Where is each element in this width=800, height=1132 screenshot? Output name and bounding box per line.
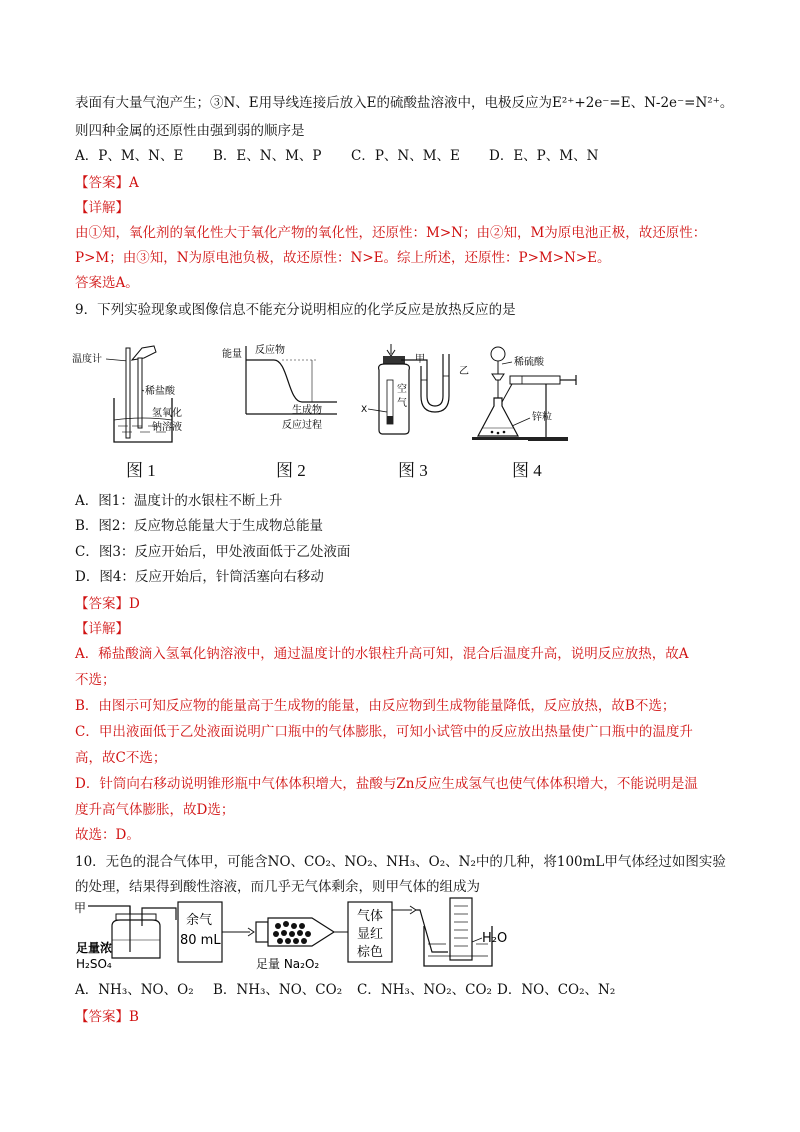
- q9-detail-c1: C．甲出液面低于乙处液面说明广口瓶中的气体膨胀，可知小试管中的反应放出热量使广口瓶中的温度升: [75, 724, 693, 740]
- q8-stem-line1: 表面有大量气泡产生；③N、E用导线连接后放入E的硫酸盐溶液中，电极反应为E²⁺+2e⁻=E、N-2e⁻=N²⁺。: [75, 95, 734, 111]
- fig2-process-label: 反应过程: [282, 420, 322, 431]
- fig2-energy-label: 能量: [222, 349, 242, 360]
- figure-2-energy-diagram: [222, 340, 352, 450]
- fig4-acid-label: 稀硫酸: [514, 357, 544, 368]
- fig3-kong-label: 空: [397, 384, 407, 395]
- q10-jia-label: 甲: [74, 901, 87, 915]
- fig3-yi-label: 乙: [459, 366, 469, 377]
- q9-answer: 【答案】D: [75, 596, 140, 612]
- q10-h2so4-label-2: H₂SO₄: [76, 957, 112, 971]
- q8-option-c: C．P、N、M、E: [351, 148, 460, 164]
- q8-options: [75, 146, 598, 166]
- q8-option-d: D．E、P、M、N: [489, 148, 599, 164]
- figure-3-caption: 图 3: [398, 461, 428, 480]
- figure-2-caption: 图 2: [276, 461, 306, 480]
- q10-na2o2-label: 足量 Na₂O₂: [256, 957, 320, 971]
- q10-stem-line2: 的处理，结果得到酸性溶液，而几乎无气体剩余，则甲气体的组成为: [75, 879, 480, 895]
- q8-detail-1: 由①知，氧化剂的氧化性大于氧化产物的氧化性，还原性：M>N；由②知，M为原电池正极，故还原性：: [75, 225, 707, 241]
- q9-option-d: D．图4：反应开始后，针筒活塞向右移动: [75, 569, 324, 585]
- fig4-zinc-label: 锌粒: [532, 412, 552, 423]
- q9-detail-d1: D．针筒向右移动说明锥形瓶中气体体积增大，盐酸与Zn反应生成氢气也使气体体积增大，不能说明是温: [75, 776, 698, 792]
- q8-stem-line2: 则四种金属的还原性由强到弱的顺序是: [75, 123, 305, 139]
- q9-detail-d2: 度升高气体膨胀，故D选；: [75, 802, 235, 818]
- q10-gas-label-3: 棕色: [357, 945, 384, 960]
- fig3-qi-label: 气: [397, 398, 407, 409]
- q9-detail-label: 【详解】: [75, 621, 129, 637]
- q10-apparatus-diagram: [72, 896, 532, 974]
- fig1-thermometer-label: 温度计: [72, 354, 102, 365]
- q9-detail-c2: 高，故C不选；: [75, 750, 167, 766]
- fig1-naoh-label-1: 氢氧化: [152, 408, 182, 419]
- figure-1-caption: 图 1: [126, 461, 156, 480]
- q10-option-c: C．NH₃、NO₂、CO₂: [357, 982, 492, 998]
- q9-detail-b: B．由图示可知反应物的能量高于生成物的能量，由反应物到生成物能量降低，反应放热，故B不选；: [75, 698, 676, 714]
- q10-gas-label-1: 气体: [357, 909, 384, 924]
- fig2-reactant-label: 反应物: [255, 345, 285, 356]
- q9-option-b: B．图2：反应物总能量大于生成物总能量: [75, 518, 324, 534]
- q10-option-d: D．NO、CO₂、N₂: [497, 982, 616, 998]
- q10-h2so4-label-1: 足量浓: [76, 941, 113, 955]
- q8-detail-2: P>M；由③知，N为原电池负极，故还原性：N>E。综上所述，还原性：P>M>N>E。: [75, 250, 611, 266]
- q10-rest-label-2: 80 mL: [180, 933, 221, 948]
- q10-stem-line1: 10．无色的混合气体甲，可能含NO、CO₂、NO₂、NH₃、O₂、N₂中的几种，将100mL甲气体经过如图实验: [75, 854, 726, 870]
- fig3-x-label: X: [361, 405, 368, 415]
- q8-option-b: B．E、N、M、P: [213, 148, 322, 164]
- q10-rest-label-1: 余气: [186, 913, 213, 928]
- q9-detail-a1: A．稀盐酸滴入氢氧化钠溶液中，通过温度计的水银柱升高可知，混合后温度升高，说明反应放热，故A: [75, 646, 689, 662]
- q8-detail-3: 答案选A。: [75, 275, 139, 291]
- q10-water-label: H₂O: [482, 931, 508, 946]
- q9-option-a: A．图1：温度计的水银柱不断上升: [75, 493, 283, 509]
- q8-answer: 【答案】A: [75, 175, 139, 191]
- q10-answer: 【答案】B: [75, 1009, 139, 1025]
- q9-stem: 9．下列实验现象或图像信息不能充分说明相应的化学反应是放热反应的是: [75, 302, 516, 318]
- figure-4-flask-syringe-diagram: [472, 340, 592, 450]
- figure-3-bottle-diagram: [355, 340, 485, 450]
- figure-4-caption: 图 4: [512, 461, 542, 480]
- q8-detail-label: 【详解】: [75, 200, 129, 216]
- figure-1-beaker-diagram: [72, 340, 212, 450]
- q9-detail-end: 故选：D。: [75, 827, 140, 843]
- fig2-product-label: 生成物: [292, 405, 322, 416]
- q9-option-c: C．图3：反应开始后，甲处液面低于乙处液面: [75, 544, 351, 560]
- q10-gas-label-2: 显红: [357, 927, 384, 942]
- q10-option-b: B．NH₃、NO、CO₂: [213, 982, 343, 998]
- fig3-jia-label: 甲: [415, 354, 425, 365]
- q9-detail-a2: 不选；: [75, 672, 116, 688]
- q10-option-a: A．NH₃、NO、O₂: [75, 982, 194, 998]
- fig1-naoh-label-2: 钠溶液: [152, 422, 182, 433]
- q8-option-a: A．P、M、N、E: [75, 148, 184, 164]
- fig1-acid-label: 稀盐酸: [145, 386, 175, 397]
- q10-options: [75, 980, 615, 1000]
